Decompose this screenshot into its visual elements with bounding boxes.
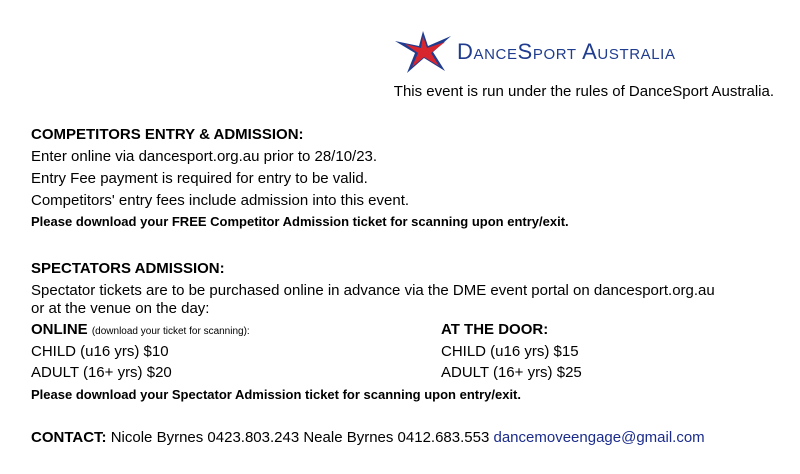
door-child-price: CHILD (u16 yrs) $15 — [441, 343, 579, 360]
door-label: AT THE DOOR: — [441, 321, 549, 338]
logo-text: DanceSport Australia — [457, 39, 676, 64]
dancesport-australia-logo — [393, 26, 773, 76]
competitors-heading: COMPETITORS ENTRY & ADMISSION: — [31, 126, 304, 143]
competitors-line-1: Enter online via dancesport.org.au prior to 28/10/23. — [31, 148, 378, 165]
contact-text: Nicole Byrnes 0423.803.243 Neale Byrnes 0412.683.553 — [110, 429, 490, 446]
star-icon — [393, 26, 453, 76]
competitors-download-note: Please download your FREE Competitor Admission ticket for scanning upon entry/exit. — [31, 214, 569, 229]
competitors-line-3: Competitors' entry fees include admission into this event. — [31, 192, 410, 209]
rules-note: This event is run under the rules of DanceSport Australia. — [393, 83, 774, 100]
contact-label: CONTACT: — [31, 429, 107, 446]
online-sub: (download your ticket for scanning): — [91, 326, 250, 337]
spectators-intro-2: or at the venue on the day: — [31, 300, 210, 317]
spectators-intro-1: Spectator tickets are to be purchased online in advance via the DME event portal on dancesport.org.au — [31, 282, 715, 299]
online-label-row — [31, 321, 250, 338]
door-adult-price: ADULT (16+ yrs) $25 — [441, 364, 582, 381]
online-child-price: CHILD (u16 yrs) $10 — [31, 343, 169, 360]
contact-row — [31, 429, 705, 446]
online-adult-price: ADULT (16+ yrs) $20 — [31, 364, 172, 381]
competitors-line-2: Entry Fee payment is required for entry to be valid. — [31, 170, 368, 187]
spectators-download-note: Please download your Spectator Admission ticket for scanning upon entry/exit. — [31, 387, 522, 402]
contact-email-link[interactable]: dancemoveengage@gmail.com — [493, 429, 705, 446]
spectators-heading: SPECTATORS ADMISSION: — [31, 260, 225, 277]
online-label: ONLINE — [31, 321, 88, 338]
